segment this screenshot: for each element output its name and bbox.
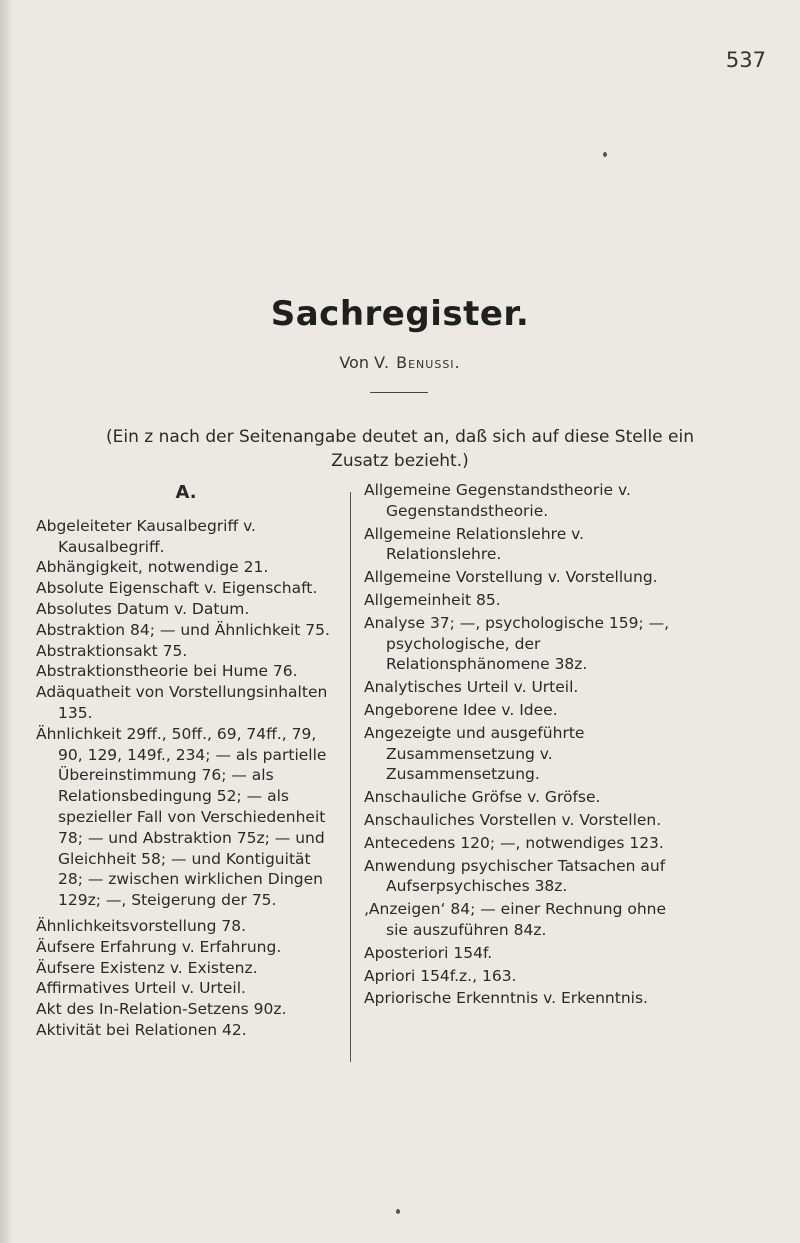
note-line-1: (Ein z nach der Seitenangabe deutet an, daß sich auf diese Stelle ein [106,427,694,447]
index-entry: Allgemeine Relationslehre v. Relationslehre. [364,524,585,564]
author-prefix: Von [339,353,369,372]
index-entry: Allgemeine Vorstellung v. Vorstellung. [364,568,658,587]
index-entry: Allgemeine Gegenstandstheorie v. Gegenstandstheorie. [364,481,631,520]
page-edge-shadow [0,0,14,1243]
author-line [0,353,800,372]
index-entry: Ähnlichkeit 29ff., 50ff., 69, 74ff., 79, 90, 129, 149f., 234; — als partielle Übereinstimmung 76; — als Relationsbedingung 52; — als spezieller Fall von Verschiedenheit 78; — und Abstraktion 75z; — und Gleichheit 58; — und Kontiguität 28; — zwischen wirklichen Dingen 129z; —, Steigerung der 75. [36,724,327,910]
index-entry: ‚Anzeigen‘ 84; — einer Rechnung ohne sie auszuführen 84z. [364,900,667,939]
index-entry: Angeborene Idee v. Idee. [364,700,558,719]
author-name: V. Benussi. [374,353,461,372]
note-line-2: Zusatz bezieht.) [331,451,469,471]
index-entry: Allgemeinheit 85. [364,590,501,609]
index-entry: Analyse 37; —, psychologische 159; —, psychologische, der Relationsphänomene 38z. [364,613,670,674]
index-entry: Abstraktion 84; — und Ähnlichkeit 75. [36,620,330,639]
index-entry: Analytisches Urteil v. Urteil. [364,678,579,697]
index-entry: Aposteriori 154f. [364,943,493,962]
index-entry: Äufsere Erfahrung v. Erfahrung. [36,937,282,956]
page-title: Sachregister. [270,294,530,334]
index-entry: Absolute Eigenschaft v. Eigenschaft. [36,579,318,598]
index-entry: Absolutes Datum v. Datum. [36,599,250,618]
index-entry: Antecedens 120; —, notwendiges 123. [364,833,664,852]
index-entry: Apriorische Erkenntnis v. Erkenntnis. [364,989,648,1008]
title-divider [370,392,428,393]
ink-speck [603,152,607,157]
index-entry: Ähnlichkeitsvorstellung 78. [36,916,247,935]
index-entry: Abhängigkeit, notwendige 21. [36,558,269,577]
index-entry: Anschauliche Gröfse v. Gröfse. [364,788,601,807]
column-divider [350,492,351,1062]
index-column-right [364,480,682,1011]
page-number: 537 [725,48,766,72]
index-entry: Anschauliches Vorstellen v. Vorstellen. [364,810,662,829]
section-letter: A. [175,482,197,503]
index-entry: Akt des In-Relation-Setzens 90z. [36,1000,287,1019]
index-note [40,425,760,473]
index-entry: Adäquatheit von Vorstellungsinhalten 135. [36,683,328,722]
index-entry: Apriori 154f.z., 163. [364,966,517,985]
index-entry: Aktivität bei Relationen 42. [36,1020,247,1039]
ink-speck [396,1209,400,1214]
index-entry: Anwendung psychischer Tatsachen auf Aufserpsychisches 38z. [364,856,666,896]
index-entry: Affirmatives Urteil v. Urteil. [36,979,246,998]
index-entry: Abstraktionstheorie bei Hume 76. [36,662,298,681]
index-entry: Angezeigte und ausgeführte Zusammensetzung v. Zusammensetzung. [364,723,585,784]
index-column-left [36,480,336,1041]
index-entry: Abgeleiteter Kausalbegriff v. Kausalbegriff. [36,516,256,556]
index-entry: Äufsere Existenz v. Existenz. [36,958,258,977]
index-entry: Abstraktionsakt 75. [36,641,188,660]
